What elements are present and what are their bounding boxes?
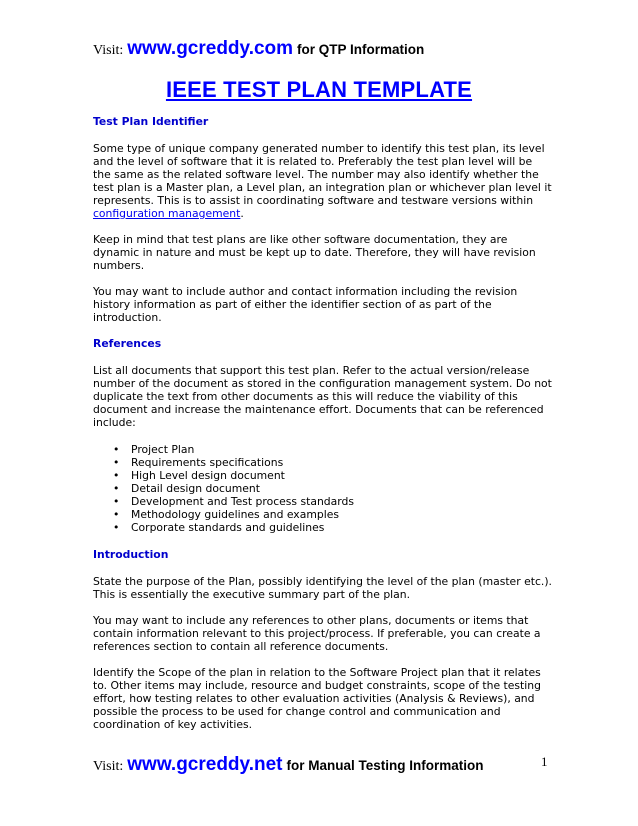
footer-tagline: for Manual Testing Information — [286, 758, 484, 773]
list-item: • Detail design document — [113, 482, 260, 495]
list-item: • Development and Test process standards — [113, 495, 354, 508]
list-item: • Requirements specifications — [113, 456, 284, 469]
section-heading-references: References — [93, 337, 162, 350]
document-body — [93, 115, 553, 731]
list-item: • Project Plan — [113, 443, 195, 456]
bullet-icon: • — [113, 456, 120, 469]
footer-visit-label: Visit: — [93, 759, 124, 774]
bullet-icon: • — [113, 469, 120, 482]
footer-site-link[interactable]: www.gcreddy.net — [127, 754, 283, 775]
introduction-paragraph-2: You may want to include any references to other plans, documents or items that contain information relevant to this project/process. If preferable, you can create a references section to contain all reference documents. — [93, 614, 541, 653]
configuration-management-link[interactable]: configuration management — [93, 207, 241, 220]
header-site-link[interactable]: www.gcreddy.com — [127, 38, 294, 59]
references-list — [93, 443, 553, 534]
bullet-icon: • — [113, 521, 120, 534]
header-tagline: for QTP Information — [297, 42, 425, 57]
section-heading-identifier: Test Plan Identifier — [93, 115, 209, 128]
page-number: 1 — [541, 754, 548, 769]
list-item: • Corporate standards and guidelines — [113, 521, 325, 534]
list-item: • High Level design document — [113, 469, 285, 482]
bullet-icon: • — [113, 443, 120, 456]
list-item: • Methodology guidelines and examples — [113, 508, 339, 521]
introduction-paragraph-3: Identify the Scope of the plan in relation to the Software Project plan that it relates to. Other items may include, resource and budget constraints, scope of the testing effort, how testing relates to other evaluation activities (Analysis & Reviews), and possible the process to be used for change control and communication and coordination of key activities. — [93, 666, 541, 731]
identifier-paragraph-1-text: Some type of unique company generated number to identify this test plan, its level and the level of software that it is related to. Preferably the test plan level will be the same as the related software level. The number may also identify whether the test plan is a Master plan, a Level plan, an integration plan or whichever plan level it represents. This is to assist in coordinating software and testware versions within — [93, 142, 552, 207]
header-visit-label: Visit: — [93, 43, 124, 58]
bullet-icon: • — [113, 495, 120, 508]
page-header — [93, 38, 424, 60]
page-footer — [93, 754, 483, 776]
section-heading-introduction: Introduction — [93, 548, 169, 561]
bullet-icon: • — [113, 482, 120, 495]
document-title: IEEE TEST PLAN TEMPLATE — [165, 77, 473, 102]
identifier-paragraph-1 — [93, 142, 553, 220]
references-paragraph-1: List all documents that support this test plan. Refer to the actual version/release number of the document as stored in the configuration management system. Do not duplicate the text from other documents as this will reduce the viability of this document and increase the maintenance effort. Documents that can be referenced include: — [93, 364, 552, 429]
identifier-paragraph-1-end: . — [240, 207, 244, 220]
identifier-paragraph-3: You may want to include author and contact information including the revision history information as part of either the identifier section of as part of the introduction. — [93, 285, 518, 324]
bullet-icon: • — [113, 508, 120, 521]
introduction-paragraph-1: State the purpose of the Plan, possibly identifying the level of the plan (master etc.). This is essentially the executive summary part of the plan. — [93, 575, 552, 601]
identifier-paragraph-2: Keep in mind that test plans are like other software documentation, they are dynamic in nature and must be kept up to date. Therefore, they will have revision numbers. — [93, 233, 536, 272]
